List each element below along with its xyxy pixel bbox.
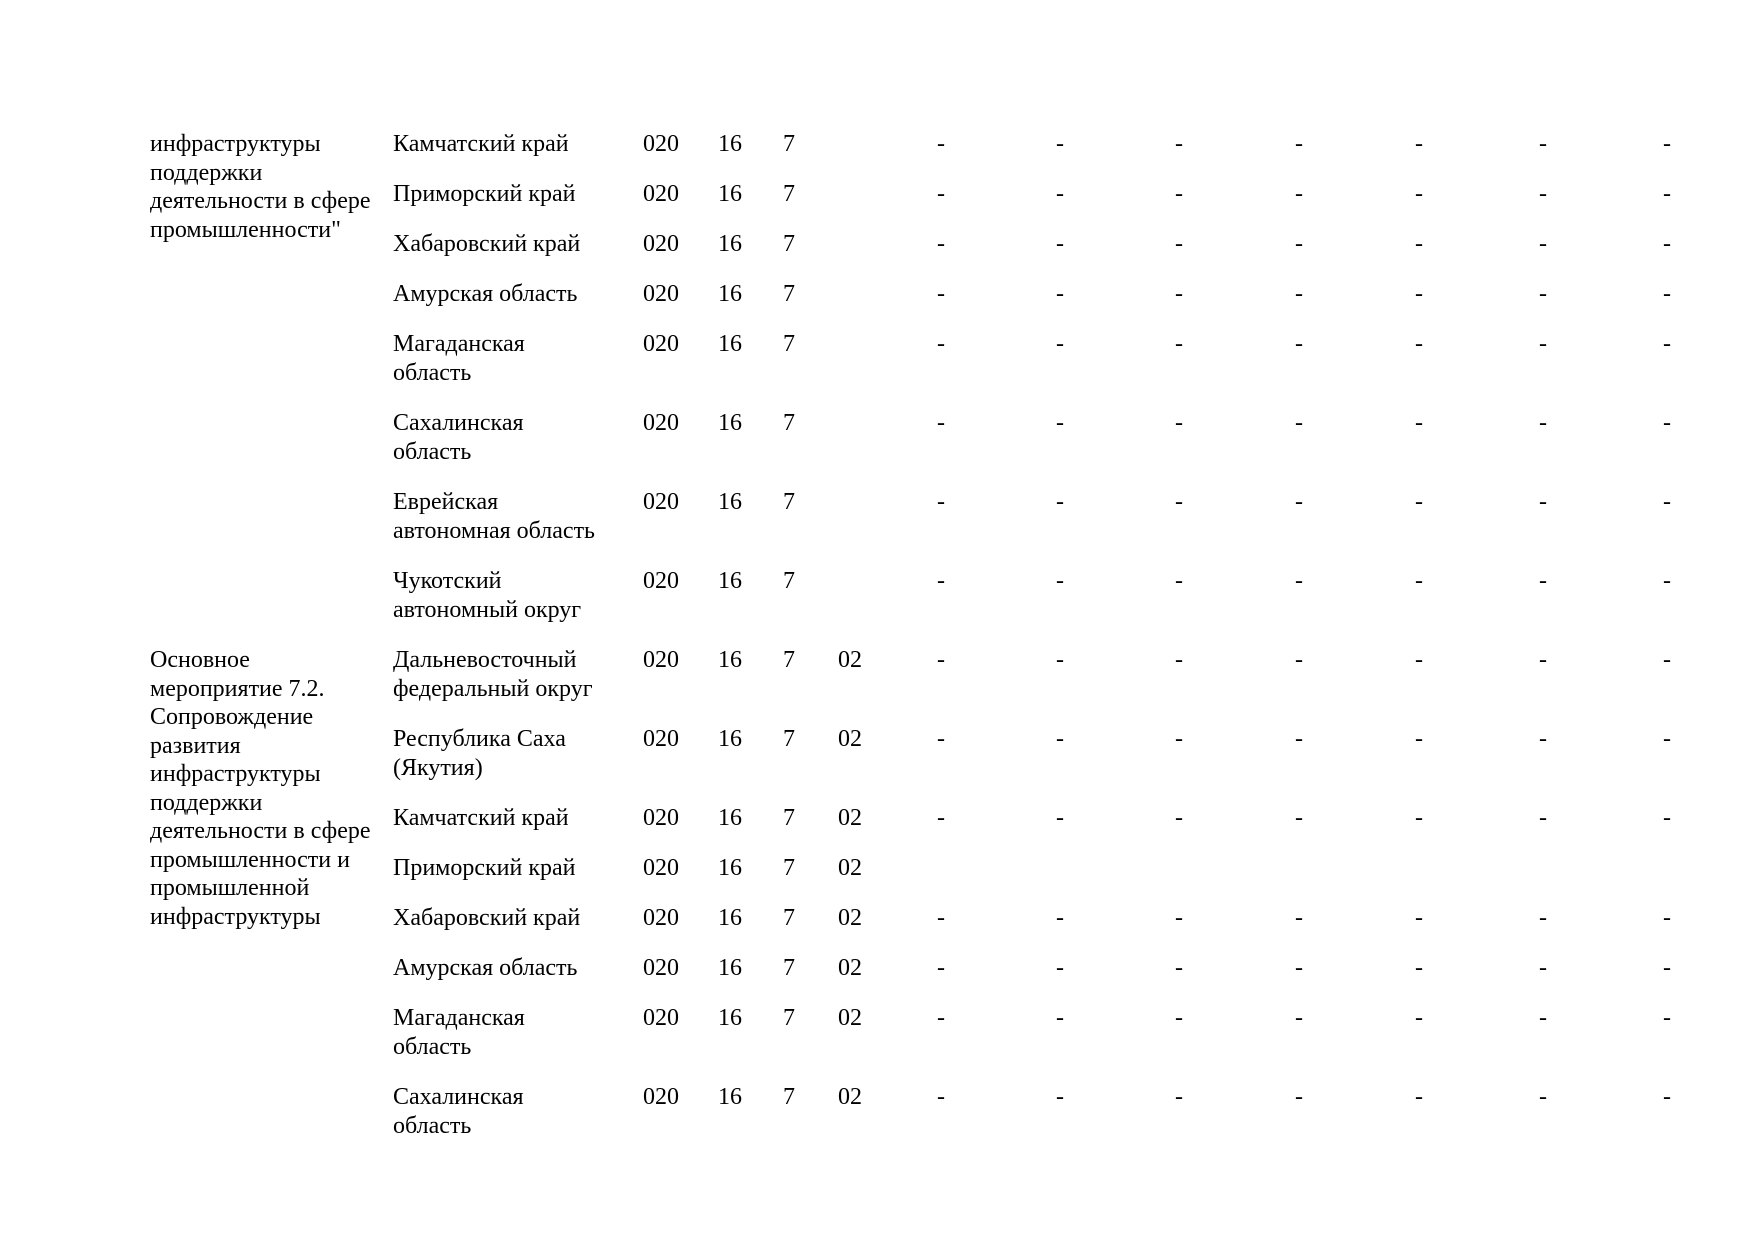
program-code: 7	[783, 410, 795, 436]
value-cell: -	[1056, 281, 1064, 307]
value-cell: -	[1415, 805, 1423, 831]
value-cell: -	[1663, 281, 1671, 307]
value-cell: -	[1539, 905, 1547, 931]
value-cell: -	[937, 568, 945, 594]
value-cell: -	[1056, 905, 1064, 931]
region-name: Сахалинская область	[393, 1084, 524, 1139]
value-cell: -	[1663, 231, 1671, 257]
value-cell: -	[1175, 331, 1183, 357]
value-cell: -	[1415, 410, 1423, 436]
subprogram-code: 16	[718, 905, 742, 931]
value-cell: -	[1539, 331, 1547, 357]
value-cell: -	[1539, 489, 1547, 515]
program-code: 7	[783, 489, 795, 515]
region-name: Сахалинская область	[393, 410, 524, 465]
value-cell: -	[1056, 131, 1064, 157]
region-name: Дальневосточный федеральный округ	[393, 647, 593, 702]
value-cell: -	[1175, 647, 1183, 673]
subprogram-code: 16	[718, 231, 742, 257]
ministry-code: 020	[643, 281, 679, 307]
ministry-code: 020	[643, 131, 679, 157]
subprogram-code: 16	[718, 1005, 742, 1031]
value-cell: -	[937, 231, 945, 257]
value-cell: -	[1663, 410, 1671, 436]
value-cell: -	[1415, 905, 1423, 931]
value-cell: -	[1663, 1005, 1671, 1031]
region-name: Приморский край	[393, 181, 576, 207]
value-cell: -	[1056, 489, 1064, 515]
value-cell: -	[937, 131, 945, 157]
value-cell: -	[1056, 1005, 1064, 1031]
value-cell: -	[1539, 131, 1547, 157]
value-cell: -	[1415, 647, 1423, 673]
value-cell: -	[937, 905, 945, 931]
value-cell: -	[1415, 568, 1423, 594]
program-code: 7	[783, 955, 795, 981]
program-code: 7	[783, 726, 795, 752]
event-code: 02	[838, 905, 862, 931]
event-code: 02	[838, 726, 862, 752]
subprogram-code: 16	[718, 568, 742, 594]
value-cell: -	[1663, 131, 1671, 157]
ministry-code: 020	[643, 568, 679, 594]
ministry-code: 020	[643, 647, 679, 673]
value-cell: -	[937, 489, 945, 515]
program-code: 7	[783, 647, 795, 673]
value-cell: -	[1175, 1005, 1183, 1031]
value-cell: -	[937, 726, 945, 752]
subprogram-code: 16	[718, 647, 742, 673]
region-name: Камчатский край	[393, 805, 569, 831]
value-cell: -	[1295, 181, 1303, 207]
value-cell: -	[1415, 489, 1423, 515]
value-cell: -	[1175, 568, 1183, 594]
subprogram-code: 16	[718, 955, 742, 981]
value-cell: -	[1539, 805, 1547, 831]
value-cell: -	[1663, 955, 1671, 981]
program-code: 7	[783, 331, 795, 357]
value-cell: -	[1295, 1005, 1303, 1031]
value-cell: -	[1415, 726, 1423, 752]
value-cell: -	[1295, 331, 1303, 357]
value-cell: -	[1056, 726, 1064, 752]
value-cell: -	[1539, 726, 1547, 752]
value-cell: -	[1415, 131, 1423, 157]
value-cell: -	[1056, 231, 1064, 257]
event-code: 02	[838, 955, 862, 981]
region-name: Приморский край	[393, 855, 576, 881]
subprogram-code: 16	[718, 410, 742, 436]
ministry-code: 020	[643, 805, 679, 831]
value-cell: -	[937, 647, 945, 673]
value-cell: -	[1295, 131, 1303, 157]
program-code: 7	[783, 855, 795, 881]
event-code: 02	[838, 647, 862, 673]
value-cell: -	[1056, 410, 1064, 436]
region-name: Камчатский край	[393, 131, 569, 157]
value-cell: -	[1539, 568, 1547, 594]
ministry-code: 020	[643, 410, 679, 436]
value-cell: -	[1415, 1005, 1423, 1031]
ministry-code: 020	[643, 231, 679, 257]
value-cell: -	[1295, 281, 1303, 307]
value-cell: -	[1415, 331, 1423, 357]
ministry-code: 020	[643, 905, 679, 931]
region-name: Амурская область	[393, 281, 578, 307]
region-name: Хабаровский край	[393, 905, 581, 931]
value-cell: -	[1415, 231, 1423, 257]
ministry-code: 020	[643, 955, 679, 981]
value-cell: -	[937, 1005, 945, 1031]
value-cell: -	[1539, 181, 1547, 207]
region-name: Магаданская область	[393, 331, 525, 386]
value-cell: -	[1295, 1084, 1303, 1110]
value-cell: -	[1175, 131, 1183, 157]
value-cell: -	[1663, 726, 1671, 752]
event-code: 02	[838, 805, 862, 831]
program-code: 7	[783, 231, 795, 257]
value-cell: -	[1539, 1084, 1547, 1110]
region-name: Амурская область	[393, 955, 578, 981]
ministry-code: 020	[643, 331, 679, 357]
value-cell: -	[1175, 905, 1183, 931]
program-code: 7	[783, 568, 795, 594]
value-cell: -	[1295, 568, 1303, 594]
subprogram-code: 16	[718, 331, 742, 357]
value-cell: -	[937, 1084, 945, 1110]
value-cell: -	[1175, 281, 1183, 307]
value-cell: -	[1056, 647, 1064, 673]
value-cell: -	[1295, 905, 1303, 931]
value-cell: -	[1415, 281, 1423, 307]
ministry-code: 020	[643, 726, 679, 752]
value-cell: -	[1175, 410, 1183, 436]
value-cell: -	[1663, 805, 1671, 831]
value-cell: -	[1663, 905, 1671, 931]
value-cell: -	[1175, 955, 1183, 981]
value-cell: -	[1295, 805, 1303, 831]
value-cell: -	[1056, 955, 1064, 981]
value-cell: -	[1663, 489, 1671, 515]
value-cell: -	[1295, 726, 1303, 752]
ministry-code: 020	[643, 855, 679, 881]
subprogram-code: 16	[718, 489, 742, 515]
subprogram-code: 16	[718, 805, 742, 831]
ministry-code: 020	[643, 489, 679, 515]
value-cell: -	[1295, 410, 1303, 436]
region-name: Магаданская область	[393, 1005, 525, 1060]
value-cell: -	[1539, 410, 1547, 436]
value-cell: -	[1175, 805, 1183, 831]
value-cell: -	[1415, 181, 1423, 207]
value-cell: -	[1663, 647, 1671, 673]
value-cell: -	[937, 955, 945, 981]
value-cell: -	[1415, 955, 1423, 981]
subprogram-code: 16	[718, 281, 742, 307]
region-name: Республика Саха (Якутия)	[393, 726, 566, 781]
subprogram-code: 16	[718, 1084, 742, 1110]
program-code: 7	[783, 1084, 795, 1110]
value-cell: -	[1539, 955, 1547, 981]
event-code: 02	[838, 855, 862, 881]
value-cell: -	[937, 181, 945, 207]
value-cell: -	[1415, 1084, 1423, 1110]
ministry-code: 020	[643, 1005, 679, 1031]
subprogram-code: 16	[718, 726, 742, 752]
subprogram-code: 16	[718, 181, 742, 207]
value-cell: -	[1056, 1084, 1064, 1110]
value-cell: -	[1295, 647, 1303, 673]
program-code: 7	[783, 131, 795, 157]
value-cell: -	[1663, 181, 1671, 207]
event-code: 02	[838, 1084, 862, 1110]
ministry-code: 020	[643, 181, 679, 207]
value-cell: -	[1056, 568, 1064, 594]
region-name: Чукотский автономный округ	[393, 568, 582, 623]
program-code: 7	[783, 905, 795, 931]
event-code: 02	[838, 1005, 862, 1031]
value-cell: -	[1539, 281, 1547, 307]
program-code: 7	[783, 805, 795, 831]
value-cell: -	[937, 410, 945, 436]
value-cell: -	[1175, 1084, 1183, 1110]
subprogram-code: 16	[718, 131, 742, 157]
activity-description: Основное мероприятие 7.2. Сопровождение развития инфраструктуры поддержки деятельности в сфере промышленности и промышленной инфраструктуры	[150, 647, 371, 930]
value-cell: -	[1663, 331, 1671, 357]
value-cell: -	[1175, 231, 1183, 257]
program-code: 7	[783, 181, 795, 207]
value-cell: -	[1175, 489, 1183, 515]
value-cell: -	[1056, 181, 1064, 207]
program-code: 7	[783, 281, 795, 307]
value-cell: -	[1663, 1084, 1671, 1110]
value-cell: -	[1295, 489, 1303, 515]
ministry-code: 020	[643, 1084, 679, 1110]
value-cell: -	[937, 805, 945, 831]
value-cell: -	[1056, 805, 1064, 831]
program-code: 7	[783, 1005, 795, 1031]
region-name: Еврейская автономная область	[393, 489, 595, 544]
value-cell: -	[1539, 647, 1547, 673]
value-cell: -	[1175, 726, 1183, 752]
value-cell: -	[1175, 181, 1183, 207]
region-name: Хабаровский край	[393, 231, 581, 257]
value-cell: -	[1295, 955, 1303, 981]
activity-description: инфраструктуры поддержки деятельности в сфере промышленности"	[150, 131, 371, 243]
value-cell: -	[937, 281, 945, 307]
value-cell: -	[1663, 568, 1671, 594]
value-cell: -	[1539, 1005, 1547, 1031]
subprogram-code: 16	[718, 855, 742, 881]
value-cell: -	[1539, 231, 1547, 257]
value-cell: -	[937, 331, 945, 357]
value-cell: -	[1056, 331, 1064, 357]
value-cell: -	[1295, 231, 1303, 257]
